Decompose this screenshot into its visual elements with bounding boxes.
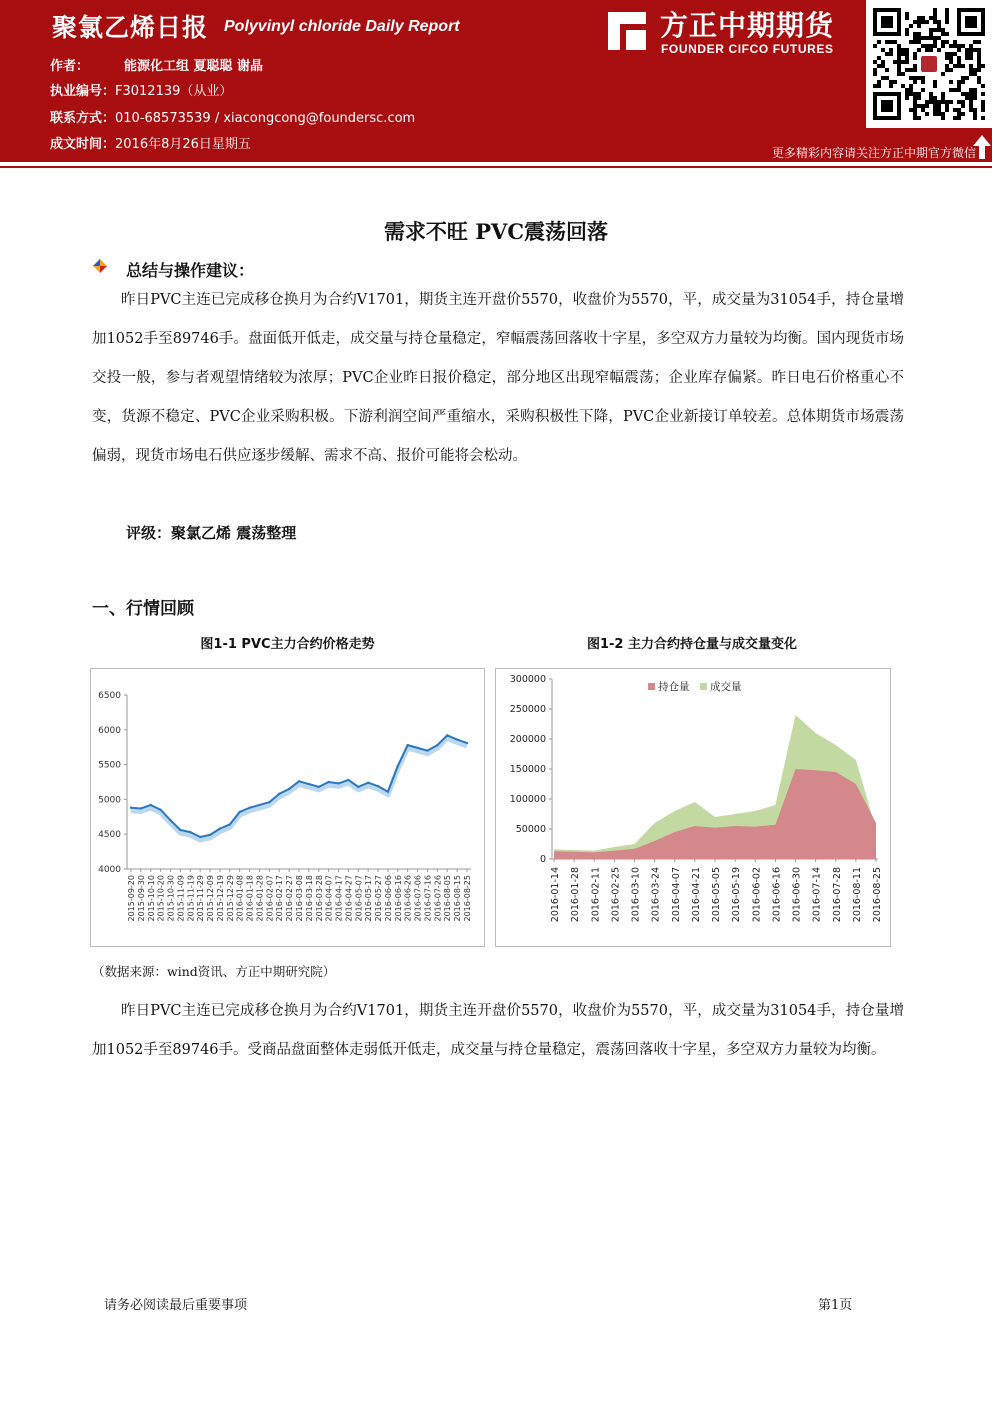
data-source-note: （数据来源：wind资讯、方正中期研究院） (92, 964, 336, 979)
header-rule (0, 166, 992, 168)
price-point (416, 747, 418, 749)
brand-name-cn: 方正中期期货 (660, 9, 835, 42)
price-trend-chart (90, 668, 485, 947)
legend-label: 持仓量 (658, 681, 690, 693)
price-point (189, 831, 191, 833)
price-point (318, 786, 320, 788)
x-tick-label: 2015-10-30 (166, 875, 176, 922)
x-tick-label: 2016-05-05 (711, 867, 722, 923)
price-point (258, 804, 260, 806)
author-label: 作者： (50, 59, 90, 74)
x-tick-label: 2016-04-27 (344, 875, 354, 922)
x-tick-label: 2016-08-05 (443, 875, 453, 922)
price-point (199, 836, 201, 838)
x-tick-label: 2016-03-18 (304, 875, 314, 922)
x-tick-label: 2016-03-08 (295, 875, 304, 922)
brand-name-en: FOUNDER CIFCO FUTURES (661, 42, 834, 56)
x-tick-label: 2016-05-27 (374, 875, 384, 922)
price-point (456, 738, 458, 740)
date-value: 2016年8月26日星期五 (115, 137, 251, 152)
price-point (397, 765, 399, 767)
x-tick-label: 2015-09-30 (136, 875, 146, 922)
x-tick-label: 2015-09-20 (127, 875, 136, 922)
x-tick-label: 2016-04-17 (334, 875, 344, 922)
document-title: 需求不旺 PVC震荡回落 (383, 219, 609, 244)
x-tick-label: 2016-07-28 (831, 867, 843, 923)
price-point (357, 786, 359, 788)
x-tick-label: 2016-04-21 (690, 867, 702, 923)
x-tick-label: 2015-11-09 (176, 875, 186, 922)
market-review-paragraph: 昨日PVC主连已完成移仓换月为合约V1701，期货主连开盘价5570，收盘价为5570，平，成交量为31054手，持仓量增加1052手至89746手。受商品盘面整体走弱低开低走，成交量与持仓量稳定，震荡回落收十字星，多空双方力量较为均衡。 (92, 1003, 904, 1058)
y-tick-label: 5500 (98, 760, 121, 771)
x-tick-label: 2016-08-11 (851, 867, 863, 923)
x-tick-label: 2016-06-16 (393, 875, 403, 922)
x-tick-label: 2016-01-18 (245, 875, 255, 922)
price-point (337, 782, 339, 784)
date-label: 成文时间： (50, 137, 116, 152)
legend-swatch (700, 683, 707, 690)
report-title-cn: 聚氯乙烯日报 (52, 13, 209, 42)
price-point (239, 811, 241, 813)
price-line-shadow (131, 738, 467, 840)
rating-line: 评级：聚氯乙烯 震荡整理 (126, 524, 297, 542)
price-point (426, 749, 428, 751)
price-point (278, 793, 280, 795)
x-tick-label: 2016-01-28 (255, 875, 265, 922)
x-tick-label: 2016-06-06 (383, 875, 393, 922)
price-point (407, 744, 409, 746)
price-point (367, 781, 369, 783)
x-tick-label: 2016-08-25 (463, 875, 472, 922)
x-tick-label: 2016-07-14 (811, 867, 823, 923)
x-tick-label: 2016-02-27 (285, 875, 295, 922)
x-tick-label: 2015-12-29 (225, 875, 235, 922)
footer-notice: 请务必阅读最后重要事项 (104, 1298, 248, 1313)
summary-paragraph: 昨日PVC主连已完成移仓换月为合约V1701，期货主连开盘价5570，收盘价为5570，平，成交量为31054手，持仓量增加1052手至89746手。盘面低开低走，成交量与持仓量稳定，窄幅震荡回落收十字星，多空双方力量较为均衡。国内现货市场交投一般，参与者观望情绪较为浓厚；PVC企业昨日报价稳定，部分地区出现窄幅震荡；企业库存偏紧。昨日电石价格重心不变，货源不稳定、PVC企业采购积极。下游利润空间严重缩水，采购积极性下降，PVC企业新接订单较差。总体期货市场震荡偏弱，现货市场电石供应逐步缓解、需求不高、报价可能将会松动。 (92, 292, 904, 464)
x-tick-label: 2016-04-07 (670, 867, 682, 923)
price-point (436, 744, 438, 746)
x-tick-label: 2016-01-28 (570, 867, 582, 923)
x-tick-label: 2016-06-16 (771, 867, 783, 923)
contact-value[interactable]: 010-68573539 / xiacongcong@foundersc.com (115, 111, 416, 126)
figure-1-2-title: 图1-2 主力合约持仓量与成交量变化 (586, 637, 797, 652)
price-point (248, 807, 250, 809)
x-tick-label: 2015-12-19 (215, 875, 225, 922)
y-tick-label: 200000 (509, 734, 546, 745)
x-tick-label: 2016-08-25 (872, 867, 883, 923)
x-tick-label: 2016-02-25 (610, 867, 622, 923)
y-tick-label: 5000 (98, 795, 121, 806)
price-point (327, 781, 329, 783)
y-tick-label: 50000 (515, 824, 546, 835)
price-point (466, 742, 468, 744)
x-tick-label: 2016-07-16 (423, 875, 433, 922)
price-point (159, 809, 161, 811)
price-point (150, 804, 152, 806)
x-tick-label: 2016-06-02 (751, 867, 763, 923)
price-point (229, 823, 231, 825)
x-tick-label: 2016-01-14 (550, 867, 561, 923)
x-tick-label: 2016-03-10 (630, 867, 642, 923)
y-tick-label: 250000 (509, 704, 546, 715)
license-label: 执业编号： (50, 84, 116, 99)
section-market-review-heading: 一、行情回顾 (92, 599, 194, 619)
y-tick-label: 4000 (98, 865, 121, 875)
price-point (140, 807, 142, 809)
y-tick-label: 100000 (509, 794, 546, 805)
arrow-up-icon (972, 134, 992, 160)
author-line (50, 55, 263, 74)
open-interest-volume-svg (496, 669, 890, 946)
follow-wechat-text: 更多精彩内容请关注方正中期官方微信 (771, 146, 976, 160)
contact-label: 联系方式： (50, 111, 116, 126)
price-point (387, 791, 389, 793)
x-tick-label: 2016-05-19 (731, 867, 743, 923)
report-header (0, 0, 992, 162)
price-point (179, 829, 181, 831)
x-tick-label: 2015-12-09 (206, 875, 216, 922)
y-tick-label: 150000 (509, 764, 546, 775)
open-interest-area (554, 769, 876, 859)
diamond-bullet-icon (92, 258, 108, 274)
price-point (219, 827, 221, 829)
price-point (308, 783, 310, 785)
license-line (50, 80, 232, 99)
founder-logo-icon (604, 8, 650, 54)
price-point (209, 834, 211, 836)
x-tick-label: 2015-11-29 (196, 875, 206, 922)
x-tick-label: 2016-05-17 (364, 875, 374, 922)
author-value: 能源化工组 夏聪聪 谢晶 (124, 59, 264, 74)
y-tick-label: 4500 (98, 830, 121, 841)
x-tick-label: 2016-05-07 (354, 875, 364, 922)
y-tick-label: 6500 (98, 691, 121, 701)
x-tick-label: 2016-03-24 (650, 867, 662, 923)
x-tick-label: 2016-07-26 (433, 875, 443, 922)
x-tick-label: 2015-11-19 (186, 875, 196, 922)
price-point (268, 801, 270, 803)
y-tick-label: 6000 (98, 725, 121, 736)
x-tick-label: 2015-10-20 (156, 875, 166, 922)
legend-swatch (648, 683, 655, 690)
price-point (377, 785, 379, 787)
legend-label: 成交量 (710, 681, 742, 693)
x-tick-label: 2016-07-06 (413, 875, 423, 922)
qr-center-logo (921, 56, 937, 72)
price-point (288, 788, 290, 790)
y-tick-label: 300000 (509, 674, 546, 685)
price-point (298, 780, 300, 782)
x-tick-label: 2016-02-11 (590, 867, 602, 923)
price-trend-svg (91, 669, 484, 946)
date-line (50, 133, 251, 152)
x-tick-label: 2016-08-15 (453, 875, 463, 922)
price-point (130, 807, 132, 809)
report-title-en: Polyvinyl chloride Daily Report (224, 18, 460, 35)
summary-heading: 总结与操作建议： (126, 261, 255, 280)
figure-1-1-title: 图1-1 PVC主力合约价格走势 (200, 637, 375, 652)
page-number: 第1页 (818, 1298, 853, 1313)
x-tick-label: 2016-06-30 (791, 867, 803, 923)
x-tick-label: 2016-03-28 (314, 875, 324, 922)
license-value: F3012139（从业） (115, 84, 233, 99)
contact-line (50, 107, 415, 126)
x-tick-label: 2016-04-07 (324, 875, 334, 922)
open-interest-volume-chart (495, 668, 891, 947)
x-tick-label: 2016-06-26 (403, 875, 413, 922)
price-point (446, 734, 448, 736)
x-tick-label: 2016-01-08 (235, 875, 245, 922)
y-tick-label: 0 (539, 854, 546, 865)
x-tick-label: 2016-02-07 (265, 875, 275, 922)
price-point (169, 819, 171, 821)
x-tick-label: 2016-02-17 (275, 875, 285, 922)
price-point (347, 779, 349, 781)
wechat-qr-code[interactable] (866, 0, 992, 128)
x-tick-label: 2015-10-10 (146, 875, 156, 922)
